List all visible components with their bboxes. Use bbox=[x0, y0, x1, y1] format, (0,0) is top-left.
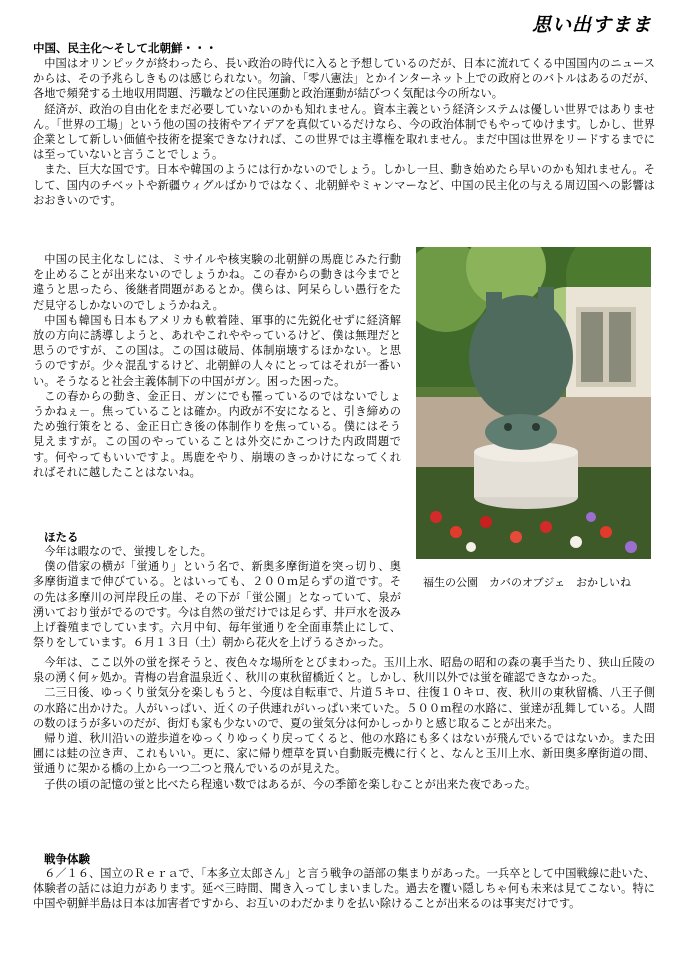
section-title-war: 戦争体験 bbox=[44, 852, 90, 866]
war-paragraphs bbox=[33, 866, 655, 912]
hippo-statue-photo bbox=[416, 247, 651, 559]
hotaru-paragraph-5: 帰り道、秋川沿いの遊歩道をゆっくりゆっくり戻ってくると、他の水路にも多くはないが飛んでいるではないか。また田圃には蛙の泣き声、これもいい。更に、家に帰り煙草を買い自動販売機に行くと、なんと玉川上水、新田奥多摩街道の間、蛍通りに架かる橋の上から一つ二つと飛んでいるのが見えた。 bbox=[33, 732, 655, 776]
header-title: 思い出すまま bbox=[531, 14, 652, 36]
china-paragraph-1: 中国はオリンピックが終わったら、長い政治の時代に入ると予想しているのだが、日本に流れてくる中国国内のニュースからは、その予兆らしきものは感じられない。勿論、「零八憲法」とかインターネット上での政府とのバトルはあるのだが、各地で頻発する土地収用問題、汚職などの住民運動と政治運動が結びつく気配は今の所ない。 bbox=[33, 57, 655, 101]
hotaru-paragraph-6: 子供の頃の記憶の蛍と比べたら程遠い数ではあるが、今の季節を楽しむことが出来た夜であった。 bbox=[44, 777, 537, 791]
war-paragraph-1: ６／１６、国立のＲｅｒａで、「本多立太郎さん」と言う戦争の語部の集まりがあった。一兵卒として中国戦線に赴いた、体験者の話には迫力があります。延べ三時間、聞き入ってしまいました。過去を覆い隠しちゃ何も未来は見てこない。特に中国や朝鮮半島は日本は加害者ですから、お互いのわだかまりを払い除けることが出来るのは事実だけです。 bbox=[33, 867, 655, 911]
china-paragraph-5: 中国も韓国も日本もアメリカも軟着陸、軍事的に先鋭化せずに経済解放の方向に誘導しようと、あれやこれややっているけど、僕は無理だと思うのですが、この国は。この国は破局、体制崩壊するほかない。と思うのですが。少々混乱するけど、北朝鮮の人々にとってはそれが一番いい。そうなると社会主義体制下の中国がガン。困った困った。 bbox=[33, 313, 401, 388]
section-title-china: 中国、民主化～そして北朝鮮・・・ bbox=[33, 41, 217, 55]
hotaru-paragraphs bbox=[33, 655, 655, 792]
china-paragraph-6: この春からの動き、金正日、ガンにでも罹っているのではないでしょうかねぇ－。焦っていることは確か。内政が不安になると、引き締めのため強行策をとる、金正日亡き後の体制作りを焦っている。僕にはそう見えますが。この国のやっていることは外交にかこつけた内政問題です。何やってもいいですよ。馬鹿をやり、崩壊のきっかけになってくれればそれに越したことはないね。 bbox=[33, 389, 401, 479]
china-paragraph-4: 中国の民主化なしには、ミサイルや核実験の北朝鮮の馬鹿じみた行動を止めることが出来ないのでしょうかね。この春からの動きは今までと違うと思ったら、後継者問題があるとか。僕らは、阿呆らしい愚行をただ見守るしかないのでしょうかねえ。 bbox=[33, 253, 401, 312]
section-title-hotaru: ほたる bbox=[44, 530, 79, 544]
china-paragraph-2: 経済が、政治の自由化をまだ必要していないのかも知れません。資本主義という経済システムは優しい世界ではありません。「世界の工場」という他の国の技術やアイデアを真似ているだけなら、今の政治体制でもやってゆけます。しかし、世界企業として新しい価値や技術を提案できなければ、この世界では主導権を取れません。まだ中国は世界をリードするまでには至っていないと言うことでしょう。 bbox=[33, 102, 655, 162]
hotaru-paragraph-2: 僕の借家の横が「蛍通り」という名で、新奥多摩街道を突っ切り、奥多摩街道まで伸びている。とはいっても、２００ｍ足らずの道です。その先は多摩川の河岸段丘の崖、その下が「蛍公園」となっていて、泉が湧いており蛍がでるのです。今は自然の蛍だけでは足らず、井戸水を汲み上げ養殖までしています。六月中旬、毎年蛍通りを全面車禁止にして、祭りをしています。６月１３日（土）朝から花火を上げうるさかった。 bbox=[33, 560, 401, 650]
hotaru-column-paragraphs bbox=[33, 544, 401, 650]
photo-caption: 福生の公園 カバのオブジェ おかしいね bbox=[423, 576, 632, 589]
china-paragraph-3: また、巨大な国です。日本や韓国のようには行かないのでしょう。しかし一旦、動き始めたら早いのかも知れません。そして、国内のチベットや新疆ウィグルばかりではなく、北朝鮮やミャンマーなど、中国の民主化の与える周辺国への影響はおおきいのです。 bbox=[33, 163, 655, 207]
china-column-paragraphs bbox=[33, 252, 401, 480]
hotaru-paragraph-3: 今年は、ここ以外の蛍を探そうと、夜色々な場所をとびまわった。玉川上水、昭島の昭和の森の裏手当たり、狭山丘陵の泉の湧く何ヶ処か。青梅の岩倉温泉近く、秋川の東秋留橋近くと。しかし、秋川以外では蛍を確認できなかった。 bbox=[33, 656, 655, 685]
hotaru-paragraph-1: 今年は暇なので、蛍捜しをした。 bbox=[44, 545, 212, 558]
china-intro-paragraphs bbox=[33, 56, 655, 208]
hotaru-paragraph-4: 二三日後、ゆっくり蛍気分を楽しもうと、今度は自転車で、片道５キロ、往復１０キロ、夜、秋川の東秋留橋、八王子側の水路に出かけた。人がいっぱい、近くの子供連れがいっぱい来ていた。５００ｍ程の水路に、蛍達が乱舞している。人間の数のほうが多いのだが、街灯も家も少ないので、夏の蛍気分は何かしっかりと感じ取ることが出来た。 bbox=[33, 686, 655, 730]
